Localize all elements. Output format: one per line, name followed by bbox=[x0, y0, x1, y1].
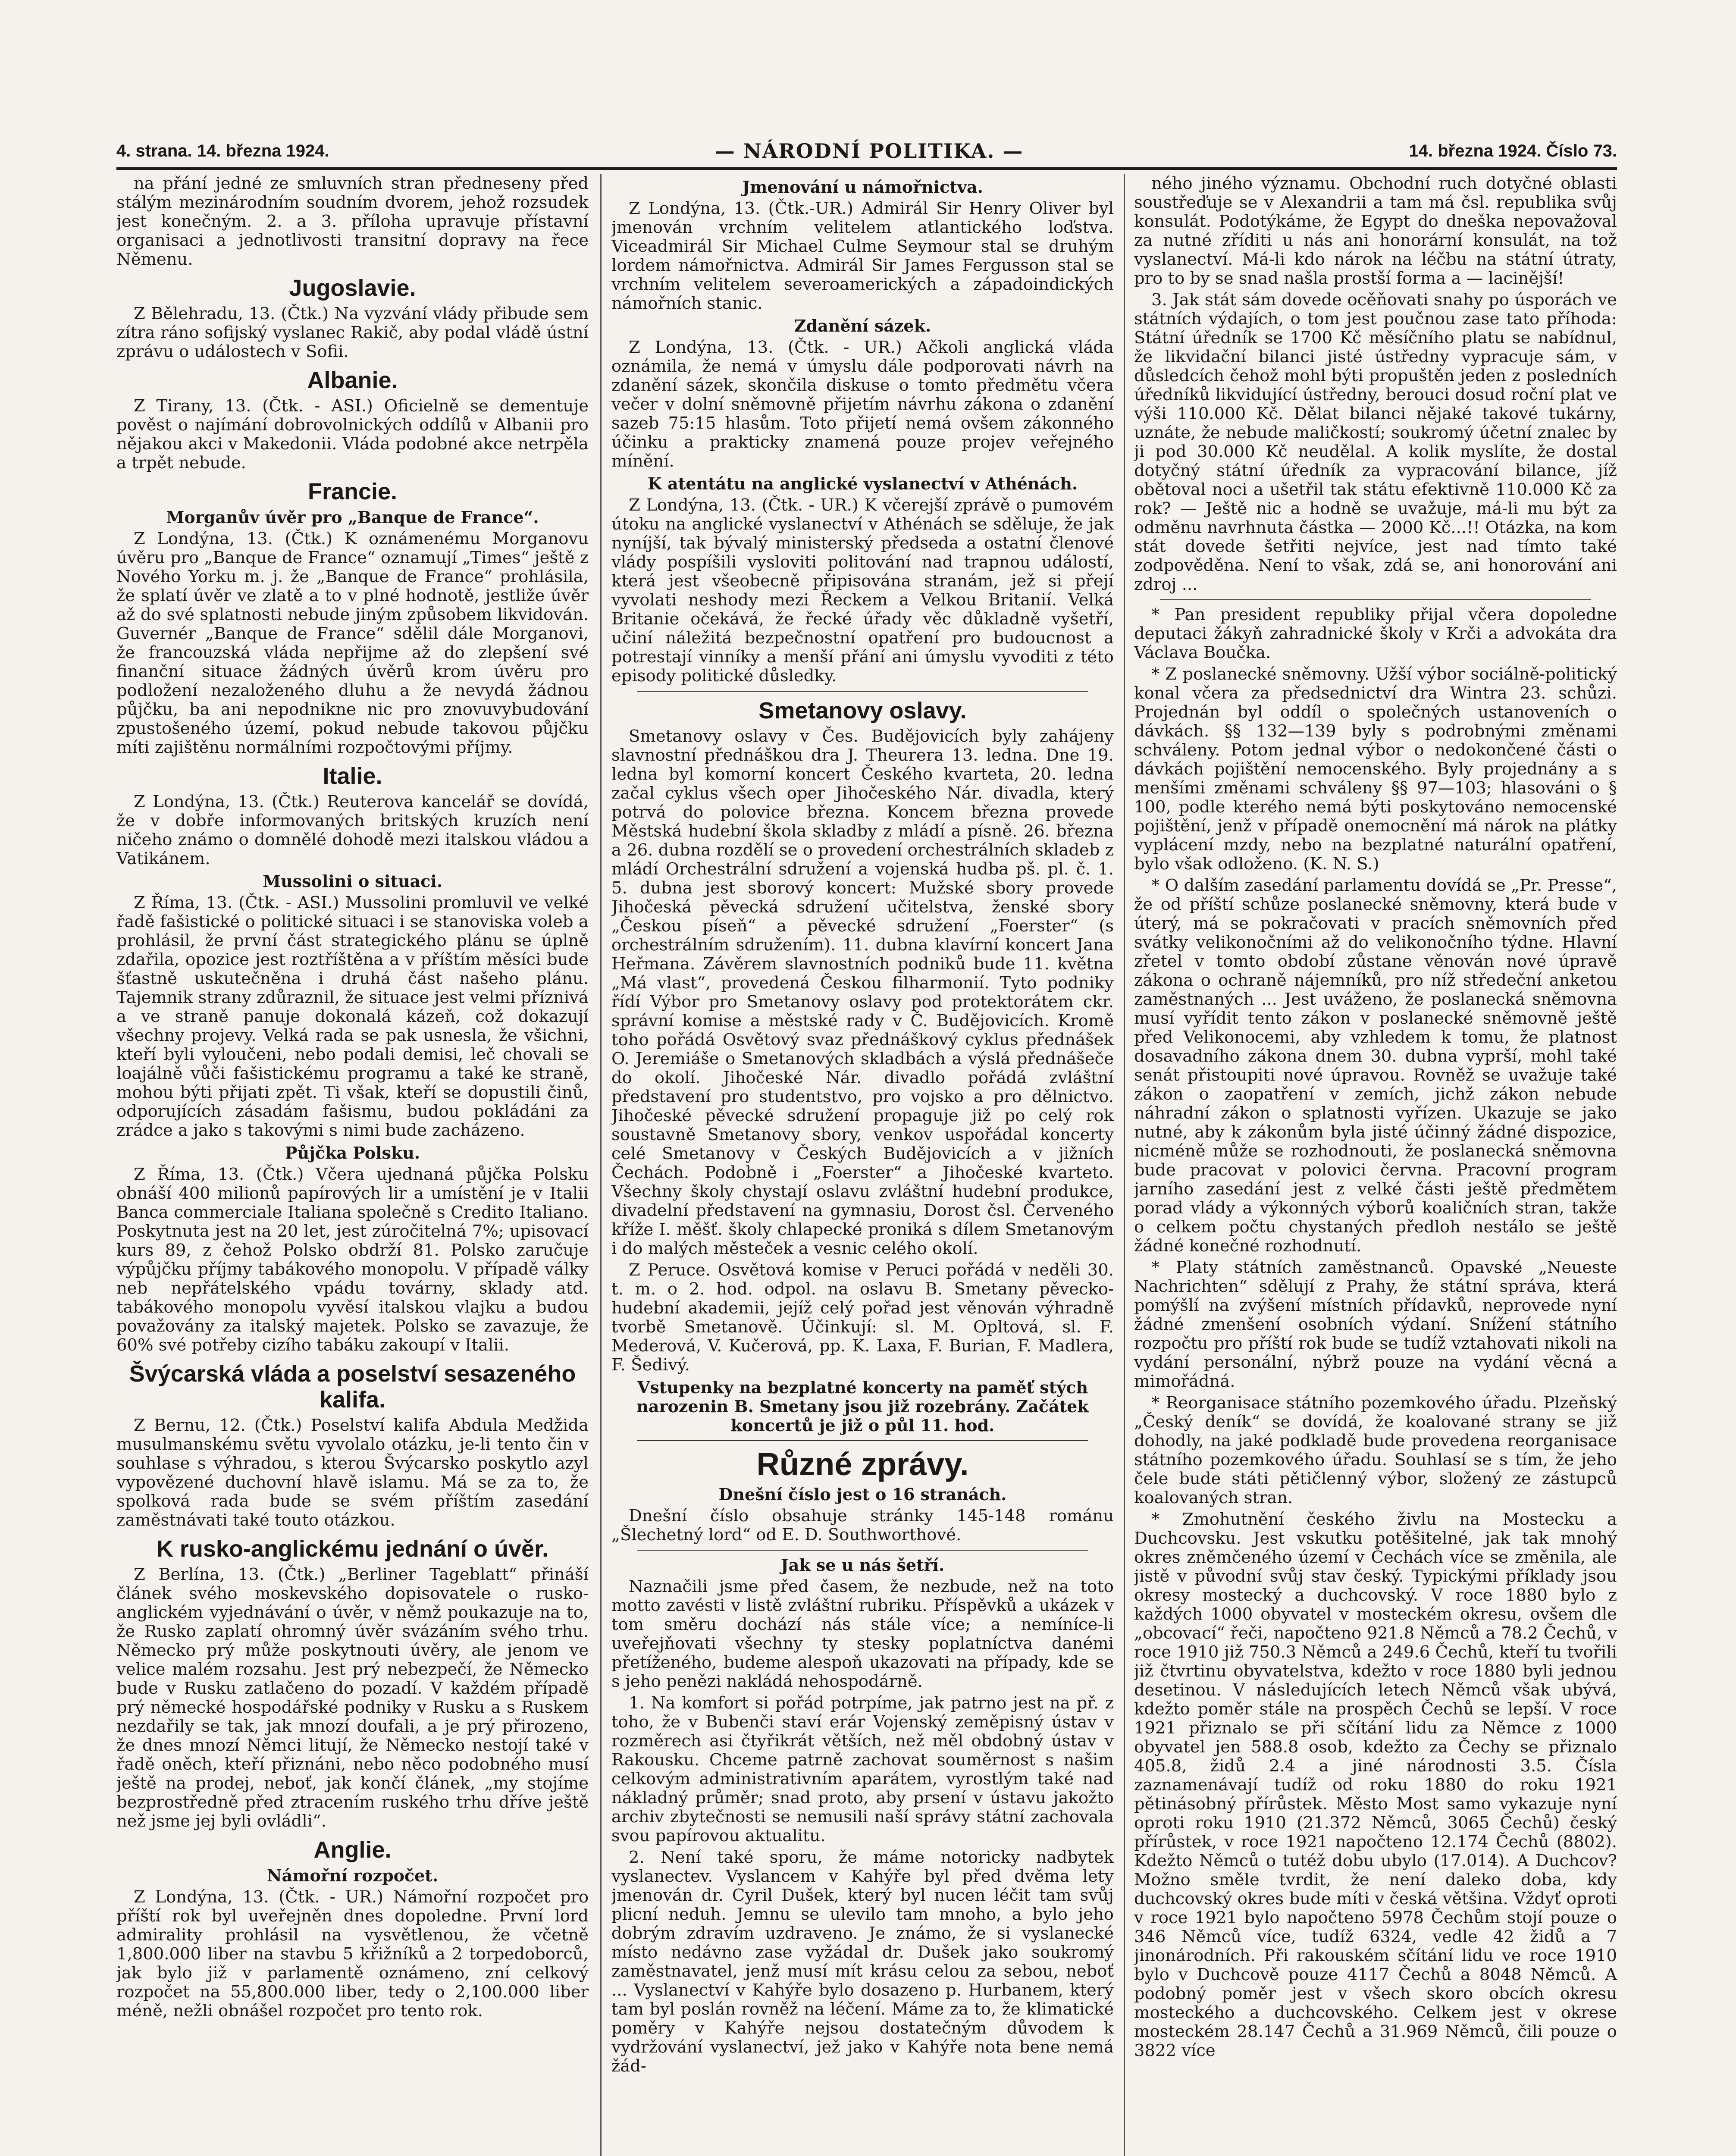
article-paragraph: Z Bělehradu, 13. (Čtk.) Na vyzvání vlády přibude sem zítra ráno sofijský vyslanec Rakič, aby podal vládě ústní zprávu o událostech v Sofii. bbox=[116, 304, 589, 361]
section-heading: Francie. bbox=[307, 479, 398, 505]
article-paragraph: Naznačili jsme před časem, že nezbude, než na toto motto zavésti v listě zvláštní rubriku. Příspěvků a ukázek v tom směru dochází nás stále více; a nemíníce-li uveřejňovati všechny ty stesky poplatníctva danémi přetíženého, budeme alespoň ukazovati na případy, kde se s jeho penězi nakládá nehospodárně. bbox=[611, 1577, 1114, 1691]
masthead: — NÁRODNÍ POLITIKA. — bbox=[714, 139, 1024, 163]
article-heading: Půjčka Polsku. bbox=[285, 1143, 420, 1163]
article-paragraph: * Pan president republiky přijal včera dopoledne deputaci žákyň zahradnické školy v Krči a advokáta dra Václava Boučka. bbox=[1134, 605, 1617, 662]
article-paragraph: * Zmohutnění českého živlu na Mostecku a Duchcovsku. Jest vskutku potěšitelné, jak tak mnohý okres zněmčeného území v Čechách více se změnila, ale jistě v původní svůj stav český. Typickými příklady jsou okresy mostecký a duchcovský. V roce 1880 bylo z každých 1000 obyvatel v mosteckém okresu, ovšem dle „obcovací“ řeči, napočteno 921.8 Němců a 78.2 Čechů, v roce 1910 již 750.3 Němců a 249.6 Čechů, kteří tu tvořili již čtvrtinu obyvatelstva, kdežto v roce 1880 byli jednou desetinou. V následujících letech Němců však ubývá, kdežto poměr stále na prospěch Čechů se lepší. V roce 1921 přiznalo se při sčítání lidu za Němce z 1000 obyvatel jen 588.8 osob, kdežto za Čechy se přiznalo 405.8, židů 2.4 a jiné národnosti 3.5. Čísla zaznamenávají tudíž od roku 1880 do roku 1921 pětinásobný přírůstek. Město Most samo vykazuje nyní oproti roku 1910 (21.372 Němců, 3065 Čechů) český přírůstek, v roce 1921 napočteno 12.174 Čechů (8802). Kdežto Němců o tutéž dobu ubylo (17.014). A Duchcov? Možno směle tvrdit, že není daleko doba, kdy duchcovský okres bude míti v česká většina. Vždyť oproti v roce 1921 bylo napočteno 5978 Čechům stojí pouze o 346 Němců více, tudíž 6324, vedle 42 židů a 7 jinonárodních. Při rakouském sčítání lidu ve roce 1910 bylo v Duchcově pouze 4117 Čechů a 8048 Němců. A podobný poměr jest v všech skoro obcích okresu mosteckého a duchcovského. Celkem jest v okrese mosteckém 28.147 Čechů a 31.969 Němců, čili pouze o 3822 více bbox=[1134, 1510, 1617, 2060]
section-heading: Jugoslavie. bbox=[289, 275, 416, 301]
article-paragraph: ného jiného významu. Obchodní ruch dotyčné oblasti soustřeďuje se v Alexandrii a tam má čsl. republika svůj konsulát. Podotýkáme, že Egypt do dneška nepovažoval za nutné zříditi u nás ani honorární konsulát, na tož vyslanectví. Má-li kdo nárok na léčbu na státní útraty, pro to by se snad našla prostší forma a — lacinější! bbox=[1134, 174, 1617, 288]
section-heading: K rusko-anglickému jednání o úvěr. bbox=[156, 1536, 549, 1562]
article-paragraph: Z Říma, 13. (Čtk.) Včera ujednaná půjčka Polsku obnáší 400 milionů papírových lir a umístění je v Italii Banca commerciale Italiana společně s Credito Italiano. Poskytnuta jest na 20 let, jest zúročitelná 7%; upisovací kurs 89, z čehož Polsko obdrží 81. Polsko zaručuje výpůjčku příjmy tabákového monopolu. V případě války neb nepřátelského vpádu továrny, sklady atd. tabákového monopolu vyvěsí italskou vlajku a budou považovány za italský majetek. Polsko se zavazuje, že 60% své potřeby cizího tabáku zakoupí v Italii. bbox=[116, 1165, 589, 1355]
article-paragraph: * Reorganisace státního pozemkového úřadu. Plzeňský „Český deník“ se dovídá, že koalované strany se již dohodly, na jaké podkladě bude provedena reorganisace státního pozemkového úřadu. Souhlasí se s tím, že jeho čele bude státi pětičlenný výbor, složený ze zástupců koalovaných stran. bbox=[1134, 1393, 1617, 1507]
article-heading: Morganův úvěr pro „Banque de France“. bbox=[166, 508, 539, 527]
section-heading: Švýcarská vláda a poselství sesazeného kalifa. bbox=[129, 1361, 576, 1413]
header-rule bbox=[116, 167, 1617, 170]
section-heading: Albanie. bbox=[307, 367, 398, 393]
article-paragraph: Z Londýna, 13. (Čtk. - UR.) Ačkoli anglická vláda oznámila, že nemá v úmyslu dále podporovati návrh na zdanění sázek, skončila diskuse o tomto předmětu včera večer v dolní sněmovně přijetím návrhu zákona o zdanění sazeb 75:15 hlasům. Toto přijetí nemá ovšem zákonného účinku a prakticky znamená pouze projev veřejného mínění. bbox=[611, 338, 1114, 471]
article-paragraph: 2. Není také sporu, že máme notoricky nadbytek vyslanectev. Vyslancem v Kahýře byl před dvěma lety jmenován dr. Cyril Dušek, který byl nucen léčit tam svůj plicní neduh. Jemnu se ulevilo tam mnoho, a bylo jeho dobrým zdravím uzdraveno. Je známo, že si vyslanecké místo nedávno zase vyžádal dr. Dušek jako soukromý zaměstnavatel, jenž musí mít krásu celou za sebou, neboť ... Vyslanectví v Kahýře bylo dosazeno p. Hurbanem, který tam byl poslán rovněž na léčení. Máme za to, že klimatické poměry v Kahýře nejsou dostatečným důvodem k vydržování vyslanectví, jež jako v Kahýře nota bene nemá žád- bbox=[611, 1848, 1114, 2076]
article-paragraph: na přání jedné ze smluvních stran předneseny před stálým mezinárodním soudním dvorem, jehož rozsudek jest konečným. 2. a 3. příloha upravuje přístavní organisaci a jednotlivosti transitní dopravy na řece Němenu. bbox=[116, 174, 589, 269]
article-heading: Dnešní číslo jest o 16 stranách. bbox=[718, 1485, 1007, 1504]
article-heading: Jak se u nás šetří. bbox=[780, 1555, 945, 1575]
section-divider bbox=[1160, 599, 1591, 600]
section-divider bbox=[637, 1550, 1088, 1551]
article-paragraph: Z Peruce. Osvětová komise v Peruci pořádá v neděli 30. t. m. o 2. hod. odpol. na oslavu B. Smetany pěvecko-hudební akademii, jejíž celý pořad jest věnován výhradně tvorbě Smetanově. Účinkují: sl. M. Opltová, sl. F. Mederová, V. Kučerová, pp. K. Laxa, F. Burian, F. Madlera, F. Šedivý. bbox=[611, 1260, 1114, 1375]
article-paragraph: Z Londýna, 13. (Čtk.) Reuterova kancelář se dovídá, že v dobře informovaných britských kruzích není ničeho známo o domnělé dohodě mezi italskou vládou a Vatikánem. bbox=[116, 792, 589, 868]
column-1 bbox=[116, 174, 589, 2156]
article-paragraph: * Platy státních zaměstnanců. Opavské „Neueste Nachrichten“ sdělují z Prahy, že státní správa, která pomýšlí na zvýšení místních přídavků, neprovede nyní žádné zmenšení osobních výdaní. Snížení státního rozpočtu pro příští rok bude se tudíž vztahovati nikoli na vydání personální, nýbrž pouze na vydání věcná a mimořádná. bbox=[1134, 1258, 1617, 1391]
article-heading: Zdanění sázek. bbox=[794, 316, 931, 335]
column-divider bbox=[1124, 174, 1125, 2156]
section-heading: Anglie. bbox=[313, 1837, 392, 1863]
column-2 bbox=[611, 174, 1114, 2156]
article-paragraph: Smetanovy oslavy v Čes. Budějovicích byly zahájeny slavnostní přednáškou dra J. Theurera 13. ledna. Dne 19. ledna byl komorní koncert Českého kvarteta, 20. ledna začal cyklus všech oper Jihočeského Nár. divadla, který potrvá do polovice března. Koncem března provede Městská hudební škola skladby z mládí a písně. 26. března a 26. dubna rozdělí se o provedení orchestrálních skladeb z mládí Orchestrální sdružení a vojenská hudba pš. pl. č. 1. 5. dubna jest sborový koncert: Mužské sbory provede Jihočeská pěvecká sdružení učitelstva, ženské sbory „Českou píseň“ a pěvecké sdružení „Foerster“ (s orchestrálním sdružením). 11. dubna klavírní koncert Jana Heřmana. Závěrem slavnostních podniků bude 11. května „Má vlast“, provedená Českou filharmonií. Tyto podniky řídí Výbor pro Smetanovy oslavy pod protektorátem ckr. správní komise a městské rady v Č. Budějovicích. Kromě toho pořádá Osvětový svaz přednáškový cyklus přednášek O. Jeremiáše o Smetanových skladbách a výslá přednášeče do okolí. Jihočeské Nár. divadlo pořádá zvláštní představení pro studentstvo, pro vojsko a pro dělnictvo. Jihočeské pěvecké sdružení propaguje již po celý rok soustavně Smetanovy sbory, venkov uspořádal koncerty celé Smetanovy v Českých Budějovicích a v jižních Čechách. Podobně i „Foerster“ a Jihočeské kvarteto. Všechny školy chystají oslavu zvláštní hudební produkce, divadelní představení na gymnasiu, Dorost čsl. Červeného kříže I. měšť. školy chlapecké proniká s dílem Smetanovým i do malých městeček a vesnic celého okolí. bbox=[611, 727, 1114, 1258]
page-header bbox=[116, 138, 1617, 164]
article-paragraph: Z Bernu, 12. (Čtk.) Poselství kalifa Abdula Medžida musulmanskému světu vyvolalo otázku, je-li tento čin v souhlase s výhradou, s kterou Švýcarsko poskytlo azyl vypovězené duchovní hlavě islamu. Má se za to, že spolková rada bude se svém příštím zasedání zaměstnávati také touto otázkou. bbox=[116, 1416, 589, 1530]
article-paragraph: Z Říma, 13. (Čtk. - ASI.) Mussolini promluvil ve velké řadě fašistické o politické situaci i se stanoviska voleb a prohlásil, že první část strategického plánu se úplně zdařila, opozice jest roztříštěna a v příštím měsíci bude šťastně uskutečněna i druhá část našeho plánu. Tajemnik strany zdůraznil, že situace jest velmi příznivá a ve straně panuje dokonalá kázeň, což dokazují všechny projevy. Velká rada se pak usnesla, že všichni, kteří byli vyloučeni, nebo podali demisi, leč chovali se loajálně vůči fašistickému programu a také ke straně, mohou býti přijati zpět. Ti však, kteří se dopustili činů, odporujících zásadám fašismu, budou pokládáni za zrádce a jako s takovými s nimi bude zacházeno. bbox=[116, 893, 589, 1140]
article-paragraph: 3. Jak stát sám dovede ocěňovati snahy po úsporách ve státních výdajích, o tom jest poučnou zase tato příhoda: Státní úředník se 1700 Kč měsíčního platu se nabídnul, že likvidační bilanci jisté ústředny vypracuje sám, v důsledcích čehož mohl býti propuštěn jeden z posledních úředníků likvidující ústředny, berouci dosud roční plat ve výši 110.000 Kč. Dělat bilanci nějaké takové tukárny, uznáte, že nebude maličkostí; soukromý účetní znalec by ji pod 30.000 Kč neudělal. A kolik myslíte, že dostal dotyčný státní úředník za vypracování bilance, jíž obětoval noci a ušetřil tak státu efektivně 110.000 Kč za rok? — Ještě nic a hodně se uvažuje, má-li mu být za odměnu navrhnuta částka — 2000 Kč...!! Otázka, na kom stát dovede šetřiti nejvíce, jest nad tímto také zodpověděna. Není to však, zdá se, ani honorování ani zdroj ... bbox=[1134, 290, 1617, 594]
article-paragraph: * Z poslanecké sněmovny. Užší výbor sociálně-politický konal včera za předsednictví dra Wintra 23. schůzi. Projednán byl oddíl o společných ustanoveních o dávkách. §§ 132—139 byly s podrobnými změnami schváleny. Potom jednal výbor o nedokončené části o dávkách pojištění nemocenského. Byly projednány a s menšími změnami schváleny §§ 97—103; hlasováni o § 100, podle kterého nemá býti poskytováno nemocenské pojištění, jenž v případě onemocnění má nárok na plátky vyplácení mzdy, nebo na bezplatné naturální opatření, bylo však odloženo. (K. N. S.) bbox=[1134, 664, 1617, 874]
article-paragraph: 1. Na komfort si pořád potrpíme, jak patrno jest na př. z toho, že v Bubenči staví erár Vojenský zeměpisný ústav v rozměrech asi čtyřikrát větších, než měl obdobný ústav v Rakousku. Chceme patrně zachovat souměrnost s našim celkovým administrativním aparátem, vyrostlým také nad nákladný průměr; snad proto, aby prsení v ústavu jakožto archiv zbytečnosti se nemusili naší správy státní zachovala svou papírovou aktualitu. bbox=[611, 1693, 1114, 1846]
article-paragraph: Z Londýna, 13. (Čtk.) K oznámenému Morganovu úvěru pro „Banque de France“ oznamují „Times“ ještě z Nového Yorku m. j. že „Banque de France“ prohlásila, že splatí úvěr ve zlatě a to v plné hodnotě, jestliže úvěr až do své splatnosti nebude jiným způsobem likvidován. Guvernér „Banque de France“ sdělil dále Morganovi, že francouzská vláda nepřijme až do zlepšení své finanční situace žádných úvěrů krom úvěru pro podložení nezaloženého dluhu a že nevydá žádnou půjčku, ba ani nepodnikne nic pro znovuvybudování zpustošeného území, pokud nebude takovou půjčku míti zajištěnu normálními rozpočtovými příjmy. bbox=[116, 529, 589, 757]
column-divider bbox=[600, 174, 602, 2156]
section-divider bbox=[637, 1440, 1088, 1441]
article-heading: Jmenování u námořnictva. bbox=[742, 177, 983, 197]
section-divider bbox=[637, 691, 1088, 692]
article-heading: Mussolini o situaci. bbox=[263, 871, 442, 891]
article-paragraph: Z Londýna, 13. (Čtk. - UR.) K včerejší zprávě o pumovém útoku na anglické vyslanectví v Athénách se sděluje, že jak nyníjší, tak bývalý ministerský předseda a ostatní členové vlády pospíšili vysloviti politování nad trapnou událostí, která jest všeobecně připisována stranám, jež si přejí vyvolati neshody mezi Řeckem a Velkou Britanií. Velká Britanie očekává, že řecké úřady věc důkladně vyšetří, učiní náležitá bezpečnostní opatření pro budoucnost a potrestají vinníky a menší přání ani úmyslu vyvoditi z této episody politické důsledky. bbox=[611, 495, 1114, 686]
article-paragraph: Dnešní číslo obsahuje stránky 145-148 románu „Šlechetný lord“ od E. D. Southworthové. bbox=[611, 1506, 1114, 1545]
column-3 bbox=[1134, 174, 1617, 2156]
section-heading: Smetanovy oslavy. bbox=[758, 698, 967, 724]
article-paragraph: Z Londýna, 13. (Čtk. - UR.) Námořní rozpočet pro příští rok byl uveřejněn dnes dopoledne. První lord admirality prohlásil na vysvětlenou, že včetně 1,800.000 liber na stavbu 5 křižníků a 2 torpedoborců, jak bylo již v parlamentě oznámeno, zní celkový rozpočet na 55,800.000 liber, tedy o 2,100.000 liber méně, nežli obnášel rozpočet pro tento rok. bbox=[116, 1887, 589, 2021]
article-heading: Námořní rozpočet. bbox=[266, 1866, 439, 1885]
article-paragraph: Z Berlína, 13. (Čtk.) „Berliner Tageblatt“ přináší článek svého moskevského dopisovatele o rusko-anglickém vyjednávání o úvěr, v němž poukazuje na to, že Rusko zaplatí ohromný úvěr svázáním svého trhu. Německo prý může poskytnouti úvěry, ale jenom ve velice malém rozsahu. Jest prý nebezpečí, že Německo bude v Rusku zatlačeno do pozadí. V každém případě prý německé hospodářské podniky v Rusku a s Ruskem nezdařily se tak, jak mnozí doufali, a je prý přirozeno, že dnes mnozí Němci litují, že Německo nestojí také v řadě oněch, kteří přiznáni, nebo něco podobného musí ještě na prodej, neboť, jak končí článek, „my stojíme bezprostředně před ztracením ruského trhu dříve ještě než jsme jej byli ovládli“. bbox=[116, 1565, 589, 1831]
article-paragraph: Z Tirany, 13. (Čtk. - ASI.) Oficielně se dementuje pověst o najímání dobrovolnických oddílů v Albanii pro nějakou akci v Makedonii. Vláda podobné akce netrpěla a trpět nebude. bbox=[116, 396, 589, 473]
section-heading: Italie. bbox=[323, 763, 382, 789]
article-heading: Vstupenky na bezplatné koncerty na paměť stých narozenin B. Smetany jsou již rozebrány. Začátek koncertů je již o půl 11. hod. bbox=[636, 1378, 1089, 1435]
header-left: 4. strana. 14. března 1924. bbox=[116, 141, 329, 160]
section-heading: Různé zprávy. bbox=[756, 1446, 969, 1482]
article-paragraph: * O dalším zasedání parlamentu dovídá se „Pr. Presse“, že od příští schůze poslanecké sněmovny, která bude v úterý, má se pokračovati v pracích sněmovních před svátky velikonočními až do velikonočního týdne. Hlavní zřetel v tomto období zůstane věnován nové úpravě zákona o ochraně nájemníků, pro níž středeční anketou zaměstnaných ... Jest uváženo, že poslanecká sněmovna musí vyřídit tento zákon v poslanecké sněmovně ještě před Velikonocemi, aby vzhledem k tomu, že platnost dosavadního zákona dnem 30. dubna vyprší, mohl také senát přistoupiti nové úpravou. Rovněž se uvažuje také zákon o zaopatření v zemích, jichž zákon nebude náhradní zákon o splatnosti vyřízen. Ukazuje se jako nutné, aby k zákonům byla jisté účinný žádné dispozice, nicméně může se rozhodnouti, že poslanecká sněmovna bude pracovat v polovici června. Pracovní program jarního zasedání jest z velké části ještě předmětem porad vlády a výkonných výborů koaličních stran, takže o celkem počtu chystaných předloh nestálo se ještě žádné konečné rozhodnutí. bbox=[1134, 876, 1617, 1256]
article-paragraph: Z Londýna, 13. (Čtk.-UR.) Admirál Sir Henry Oliver byl jmenován vrchním velitelem atlantického loďstva. Viceadmirál Sir Michael Culme Seymour stal se druhým lordem námořnictva. Admirál Sir James Fergusson stal se vrchním velitelem severoamerických a západoindických námořních stanic. bbox=[611, 199, 1114, 313]
header-right: 14. března 1924. Číslo 73. bbox=[1409, 141, 1617, 160]
article-heading: K atentátu na anglické vyslanectví v Athénách. bbox=[647, 474, 1078, 493]
